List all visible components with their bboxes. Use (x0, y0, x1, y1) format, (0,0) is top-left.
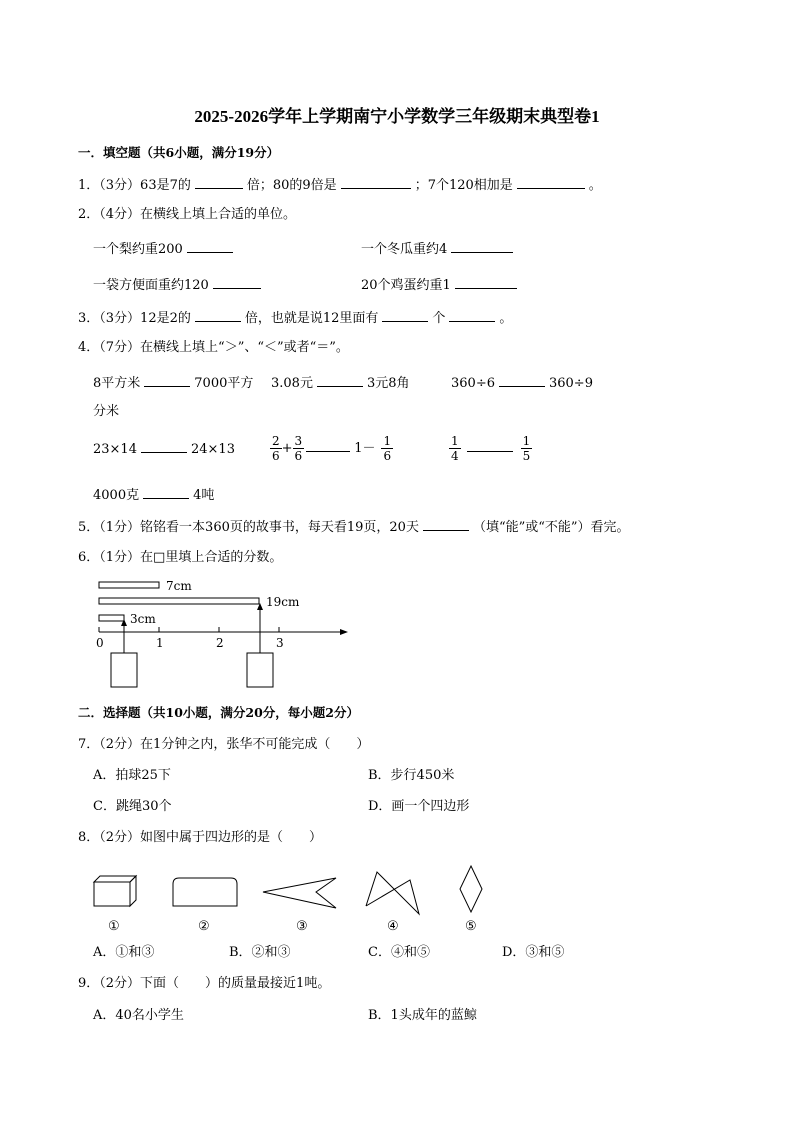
q2-blank-4[interactable] (455, 276, 517, 289)
label-7cm: 7cm (166, 579, 192, 593)
shapes-figure (90, 862, 500, 938)
shape-3-dart (263, 878, 336, 908)
shape-4-crossed (366, 872, 419, 914)
numerator: 3 (294, 434, 303, 448)
answer-box-2[interactable] (247, 653, 273, 687)
fraction (270, 434, 282, 463)
q4-blank-1[interactable] (144, 374, 190, 387)
question-5 (78, 518, 630, 536)
shape-5-rhombus (460, 866, 482, 912)
arrow-up-icon (121, 619, 127, 626)
fraction (293, 434, 305, 463)
q3-blank-3[interactable] (449, 309, 495, 322)
q2-item-text: 20个鸡蛋约重1 (361, 278, 451, 293)
q4-compare-money (271, 374, 410, 392)
plus-sign: + (281, 441, 293, 456)
tick-label-2: 2 (216, 636, 224, 650)
q2-item-text: 一个冬瓜重约4 (361, 242, 448, 257)
q7-option-c[interactable]: C．跳绳30个 (93, 799, 172, 814)
q2-item-noodles (93, 276, 265, 294)
q2-blank-1[interactable] (187, 240, 233, 253)
q8-option-b[interactable]: B．②和③ (229, 945, 291, 960)
q4-right: 3元8角 (366, 376, 410, 391)
question-3 (78, 309, 512, 327)
fraction (521, 434, 533, 463)
section-heading-fill-in: 一．填空题（共6小题，满分19分） (78, 145, 280, 160)
q3-blank-1[interactable] (195, 309, 241, 322)
q4-right: 24×13 (190, 442, 235, 457)
label-3cm: 3cm (130, 612, 156, 626)
q4-right: 360÷9 (548, 376, 593, 391)
shape-label-4: ④ (387, 919, 399, 934)
q2-item-text: 一袋方便面重约120 (93, 278, 209, 293)
denominator: 6 (294, 449, 303, 463)
q4-blank-2[interactable] (317, 374, 363, 387)
q4-compare-weight (93, 486, 214, 504)
question-4-stem: 4．（7分）在横线上填上“＞”、“＜”或者“＝”。 (78, 340, 349, 355)
q4-blank-3[interactable] (499, 374, 545, 387)
q4-compare-multiply (93, 440, 235, 458)
q3-mid1: 倍，也就是说12里面有 (244, 311, 379, 326)
question-7-stem: 7．（2分）在1分钟之内，张华不可能完成（ ） (78, 737, 370, 752)
shape-1-cuboid (94, 876, 136, 906)
shape-label-2: ② (198, 919, 210, 934)
tick-label-1: 1 (156, 636, 164, 650)
numerator: 2 (272, 434, 280, 448)
tick-label-0: 0 (96, 636, 104, 650)
answer-box-1[interactable] (111, 653, 137, 687)
question-9-stem: 9．（2分）下面（ ）的质量最接近1吨。 (78, 976, 331, 991)
q5-prefix: 5．（1分）铭铭看一本360页的故事书，每天看19页，20天 (78, 520, 419, 535)
q4-blank-4[interactable] (141, 440, 187, 453)
q1-blank-1[interactable] (195, 176, 243, 189)
q4-left: 8平方米 (93, 376, 141, 391)
q1-suffix: 。 (588, 178, 602, 193)
shape-label-3: ③ (296, 919, 308, 934)
shape-label-5: ⑤ (465, 919, 477, 934)
question-6-stem: 6．（1分）在□里填上合适的分数。 (78, 550, 283, 565)
q7-option-d[interactable]: D．画一个四边形 (368, 799, 470, 814)
q4-blank-7[interactable] (143, 486, 189, 499)
numerator: 1 (383, 434, 392, 448)
q3-blank-2[interactable] (382, 309, 428, 322)
q1-prefix: 1．（3分）63是7的 (78, 178, 191, 193)
q3-suffix: 。 (499, 311, 513, 326)
page-title: 2025-2026学年上学期南宁小学数学三年级期末典型卷1 (194, 107, 600, 126)
q1-mid2: ；7个120相加是 (414, 178, 513, 193)
numerator: 1 (451, 434, 459, 448)
q4-compare-fraction-units (449, 434, 532, 464)
q4-compare-division (451, 374, 593, 392)
q5-suffix: （填“能”或“不能”）看完。 (472, 520, 630, 535)
q3-mid2: 个 (432, 311, 446, 326)
q4-blank-5[interactable] (306, 439, 350, 452)
q8-option-c[interactable]: C．④和⑤ (368, 945, 430, 960)
q4-left: 3.08元 (271, 376, 313, 391)
question-1 (78, 176, 602, 194)
question-2-stem: 2．（4分）在横线上填上合适的单位。 (78, 207, 297, 222)
q1-blank-3[interactable] (517, 176, 585, 189)
q4-blank-6[interactable] (467, 439, 513, 452)
axis-arrow-icon (340, 629, 348, 635)
q4-area-continuation: 分米 (93, 404, 120, 419)
q1-mid1: 倍；80的9倍是 (246, 178, 337, 193)
q9-option-b[interactable]: B．1头成年的蓝鲸 (368, 1008, 477, 1023)
q4-compare-area (93, 374, 253, 392)
q4-right: 7000平方 (194, 376, 254, 391)
number-line-figure (90, 575, 360, 695)
fraction (381, 434, 393, 463)
label-19cm: 19cm (266, 595, 300, 609)
question-8-stem: 8．（2分）如图中属于四边形的是（ ） (78, 830, 323, 845)
q9-option-a[interactable]: A．40名小学生 (93, 1008, 184, 1023)
shape-label-1: ① (108, 919, 120, 934)
denominator: 4 (451, 449, 459, 463)
q2-blank-2[interactable] (451, 240, 513, 253)
q2-item-winter-melon (361, 240, 517, 258)
one-minus: 1－ (354, 441, 376, 456)
q4-right: 4吨 (193, 488, 215, 503)
q4-compare-fraction-sum (270, 434, 393, 464)
numerator: 1 (522, 434, 531, 448)
q2-item-pear (93, 240, 237, 258)
q7-option-a[interactable]: A．拍球25下 (93, 768, 171, 783)
q1-blank-2[interactable] (341, 176, 411, 189)
q4-left: 360÷6 (451, 376, 495, 391)
denominator: 5 (522, 449, 531, 463)
fraction (449, 434, 461, 463)
q4-left: 23×14 (93, 442, 137, 457)
q5-blank[interactable] (423, 518, 469, 531)
q2-blank-3[interactable] (213, 276, 261, 289)
q3-prefix: 3．（3分）12是2的 (78, 311, 191, 326)
denominator: 6 (383, 449, 392, 463)
tick-label-3: 3 (276, 636, 284, 650)
q7-option-b[interactable]: B．步行450米 (368, 768, 455, 783)
bar-3cm (99, 615, 124, 621)
bar-7cm (99, 582, 159, 588)
denominator: 6 (272, 449, 280, 463)
q4-left: 4000克 (93, 488, 140, 503)
section-heading-multiple-choice: 二．选择题（共10小题，满分20分，每小题2分） (78, 705, 359, 720)
shape-2-rounded-rect (173, 878, 237, 906)
q8-option-d[interactable]: D．③和⑤ (502, 945, 565, 960)
q2-item-text: 一个梨约重200 (93, 242, 183, 257)
q2-item-eggs (361, 276, 521, 294)
bar-19cm (99, 598, 259, 604)
q8-option-a[interactable]: A．①和③ (93, 945, 155, 960)
